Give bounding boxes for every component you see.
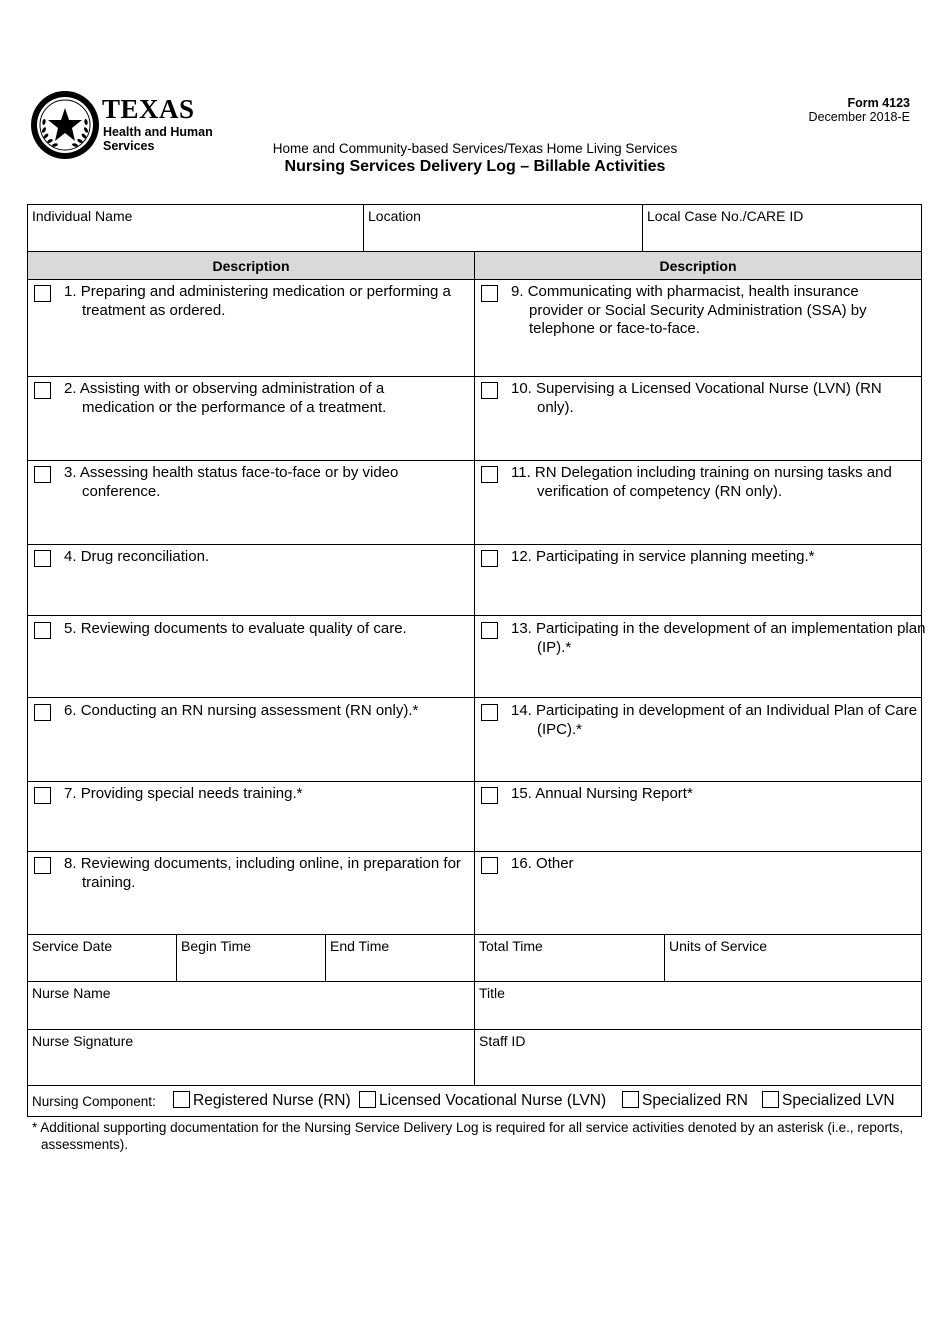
item-5-text (64, 620, 487, 639)
item-15-text (511, 785, 942, 804)
item-14-checkbox[interactable] (481, 704, 498, 721)
option-rn[interactable] (173, 1091, 351, 1111)
item-7-text (64, 785, 487, 804)
item-7-number: 7. (64, 785, 77, 802)
nurse-name-field[interactable] (27, 981, 475, 1030)
nurse-signature-label: Nurse Signature (32, 1033, 134, 1049)
item-10-description: Supervising a Licensed Vocational Nurse (LVN) (RN only). (536, 380, 882, 416)
item-2-description: Assisting with or observing administration of a medication or the performance of a treatment. (79, 380, 387, 416)
option-rn-label: Registered Nurse (RN) (193, 1092, 351, 1109)
item-14-text (511, 702, 937, 739)
option-specialized-lvn-label: Specialized LVN (782, 1092, 895, 1109)
item-3-description: Assessing health status face-to-face or by video conference. (79, 464, 399, 500)
case-id-field[interactable] (642, 204, 922, 252)
logo-line2: Health and Human (103, 125, 213, 139)
item-6-description: Conducting an RN nursing assessment (RN only).* (80, 702, 419, 719)
item-12-number: 12. (511, 548, 532, 565)
form-subtitle: Home and Community-based Services/Texas Home Living Services (272, 141, 678, 156)
nursing-component-row (27, 1085, 922, 1117)
form-date: December 2018-E (808, 110, 910, 124)
item-2-checkbox[interactable] (34, 382, 51, 399)
begin-time-field[interactable] (176, 934, 326, 982)
item-3-number: 3. (64, 464, 77, 481)
case-id-label: Local Case No./CARE ID (647, 208, 804, 224)
units-of-service-label: Units of Service (669, 938, 768, 954)
title-label: Title (479, 985, 505, 1001)
item-9-checkbox[interactable] (481, 285, 498, 302)
option-lvn[interactable] (359, 1091, 606, 1111)
nurse-name-label: Nurse Name (32, 985, 111, 1001)
item-1-checkbox[interactable] (34, 285, 51, 302)
item-16-checkbox[interactable] (481, 857, 498, 874)
option-specialized-rn[interactable] (622, 1091, 748, 1111)
description-header-right: Description (474, 251, 922, 280)
item-6-checkbox[interactable] (34, 704, 51, 721)
item-11-text (511, 464, 942, 501)
option-specialized-lvn-checkbox[interactable] (762, 1091, 779, 1108)
item-1-number: 1. (64, 283, 77, 300)
item-13-text (511, 620, 942, 657)
item-9-description: Communicating with pharmacist, health insurance provider or Social Security Administration (SSA) by telephone or face-to-face. (527, 283, 867, 337)
location-label: Location (368, 208, 421, 224)
item-11-checkbox[interactable] (481, 466, 498, 483)
item-1-text (64, 283, 487, 320)
item-3-checkbox[interactable] (34, 466, 51, 483)
begin-time-label: Begin Time (181, 938, 252, 954)
item-12-text (511, 548, 942, 567)
end-time-field[interactable] (325, 934, 475, 982)
item-5-checkbox[interactable] (34, 622, 51, 639)
form-number: Form 4123 (847, 96, 910, 110)
item-1-description: Preparing and administering medication or performing a treatment as ordered. (80, 283, 451, 319)
item-12-checkbox[interactable] (481, 550, 498, 567)
option-specialized-rn-checkbox[interactable] (622, 1091, 639, 1108)
units-of-service-field[interactable] (664, 934, 922, 982)
item-2-text (64, 380, 427, 417)
item-11-description: RN Delegation including training on nursing tasks and verification of competency (RN only). (534, 464, 892, 500)
item-3-text (64, 464, 442, 501)
item-10-text (511, 380, 907, 417)
item-16-number: 16. (511, 855, 532, 872)
option-lvn-checkbox[interactable] (359, 1091, 376, 1108)
item-14-description: Participating in development of an Individual Plan of Care (IPC).* (536, 702, 918, 738)
item-7-checkbox[interactable] (34, 787, 51, 804)
form-title: Nursing Services Delivery Log – Billable Activities (284, 158, 666, 175)
item-2-number: 2. (64, 380, 77, 397)
item-10-checkbox[interactable] (481, 382, 498, 399)
item-12-description: Participating in service planning meeting.* (536, 548, 815, 565)
service-date-field[interactable] (27, 934, 177, 982)
item-5-description: Reviewing documents to evaluate quality of care. (80, 620, 407, 637)
description-header-left: Description (27, 251, 475, 280)
item-8-checkbox[interactable] (34, 857, 51, 874)
logo-texas-text: TEXAS (102, 94, 195, 124)
footnote: * Additional supporting documentation for the Nursing Service Delivery Log is required for all service activities denoted by an asterisk (i.e., reports, assessments). (32, 1120, 904, 1152)
logo-line3: Services (103, 139, 155, 153)
option-specialized-lvn[interactable] (762, 1091, 895, 1111)
total-time-label: Total Time (479, 938, 543, 954)
item-16-description: Other (536, 855, 574, 872)
option-specialized-rn-label: Specialized RN (642, 1092, 748, 1109)
item-6-number: 6. (64, 702, 77, 719)
item-4-checkbox[interactable] (34, 550, 51, 567)
item-4-description: Drug reconciliation. (80, 548, 210, 565)
item-4-text (64, 548, 487, 567)
item-9-text (511, 283, 899, 339)
item-8-number: 8. (64, 855, 77, 872)
item-13-number: 13. (511, 620, 532, 637)
item-15-description: Annual Nursing Report* (535, 785, 693, 802)
end-time-label: End Time (330, 938, 390, 954)
individual-name-label: Individual Name (32, 208, 133, 224)
item-5-number: 5. (64, 620, 77, 637)
item-7-description: Providing special needs training.* (80, 785, 303, 802)
nurse-signature-field[interactable] (27, 1029, 475, 1086)
item-14-number: 14. (511, 702, 532, 719)
form-identifier (809, 96, 910, 124)
item-10-number: 10. (511, 380, 532, 397)
item-11-number: 11. (511, 464, 531, 481)
nursing-component-label: Nursing Component: (32, 1094, 156, 1109)
individual-name-field[interactable] (27, 204, 364, 252)
item-8-text (64, 855, 482, 892)
item-15-number: 15. (511, 785, 532, 802)
item-13-description: Participating in the development of an implementation plan (IP).* (536, 620, 926, 656)
item-13-checkbox[interactable] (481, 622, 498, 639)
item-4-number: 4. (64, 548, 77, 565)
staff-id-label: Staff ID (479, 1033, 526, 1049)
item-9-number: 9. (511, 283, 524, 300)
item-8-description: Reviewing documents, including online, in preparation for training. (80, 855, 461, 891)
item-6-text (64, 702, 487, 721)
item-15-checkbox[interactable] (481, 787, 498, 804)
option-lvn-label: Licensed Vocational Nurse (LVN) (379, 1092, 607, 1109)
option-rn-checkbox[interactable] (173, 1091, 190, 1108)
title-field[interactable] (474, 981, 922, 1030)
total-time-field[interactable] (474, 934, 665, 982)
service-date-label: Service Date (32, 938, 113, 954)
location-field[interactable] (363, 204, 643, 252)
item-16-text (511, 855, 942, 874)
staff-id-field[interactable] (474, 1029, 922, 1086)
